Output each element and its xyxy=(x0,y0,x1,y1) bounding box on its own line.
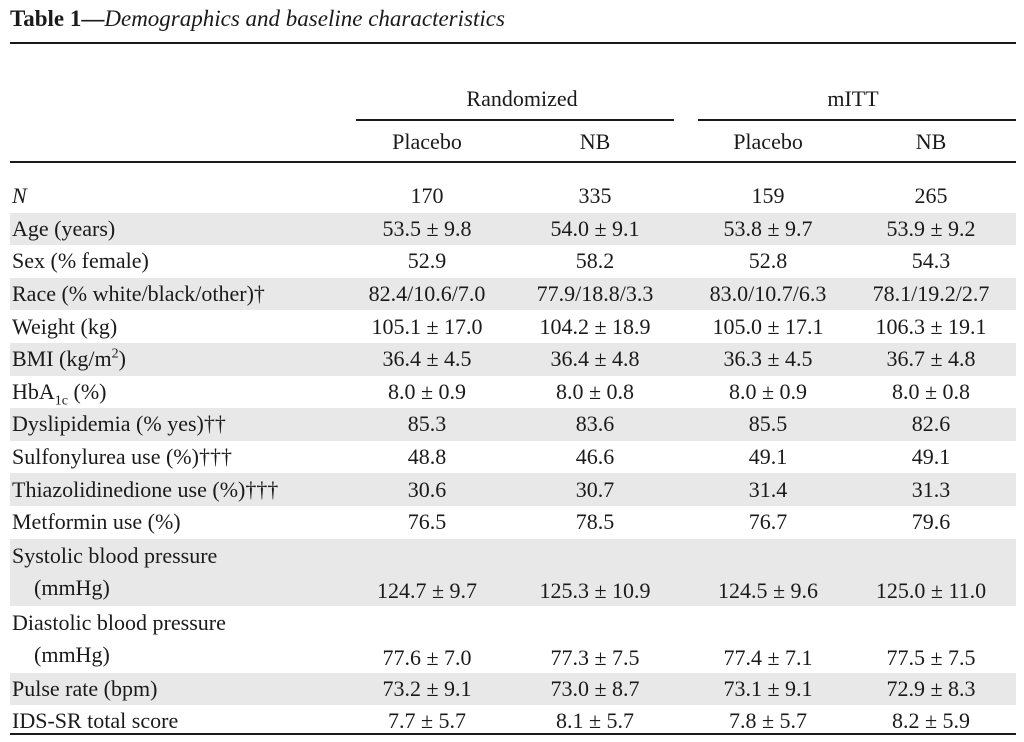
table-body xyxy=(10,180,1016,738)
data-cell: 52.8 xyxy=(748,248,788,274)
table-row xyxy=(10,343,1016,376)
data-cell: 106.3 ± 19.1 xyxy=(875,313,987,339)
table-row xyxy=(10,673,1016,706)
data-cell: 73.0 ± 8.7 xyxy=(500,673,690,706)
data-cell: 77.5 ± 7.5 xyxy=(886,644,976,670)
top-rule xyxy=(10,42,1016,44)
table-row xyxy=(10,606,1016,673)
row-label-line2: (mmHg) xyxy=(34,575,110,601)
column-header: Placebo xyxy=(733,129,803,154)
data-cell: 77.4 ± 7.1 xyxy=(723,644,813,670)
row-label-line1: Systolic blood pressure xyxy=(12,543,218,569)
data-cell: 30.6 xyxy=(354,473,500,506)
column-header: NB xyxy=(915,129,947,154)
data-cell: 8.1 ± 5.7 xyxy=(555,708,635,734)
data-cell: 49.1 xyxy=(748,444,788,470)
row-label-superscript: 2 xyxy=(111,346,119,362)
data-cell: 159 xyxy=(751,183,785,209)
data-cell: 54.0 ± 9.1 xyxy=(500,213,690,246)
data-cell: 73.2 ± 9.1 xyxy=(354,673,500,706)
data-cell: 49.1 xyxy=(911,444,951,470)
row-label xyxy=(10,343,354,376)
data-cell: 36.4 ± 4.8 xyxy=(500,343,690,376)
data-cell: 76.5 xyxy=(407,509,447,535)
data-cell: 48.8 xyxy=(407,444,447,470)
data-cell: 124.7 ± 9.7 xyxy=(354,539,500,606)
group-header-mitt: mITT xyxy=(827,86,879,111)
group-header-randomized: Randomized xyxy=(466,86,578,111)
table-row xyxy=(10,278,1016,311)
row-label xyxy=(10,245,354,278)
row-label-line1: Diastolic blood pressure xyxy=(12,610,226,636)
row-label-subscript: 1c xyxy=(54,393,68,409)
row-label xyxy=(10,506,354,539)
row-label-text: HbA xyxy=(12,378,55,404)
table-row xyxy=(10,245,1016,278)
table-row xyxy=(10,180,1016,213)
row-label-text: IDS-SR total score xyxy=(12,708,179,734)
row-label-line2: (mmHg) xyxy=(34,642,110,668)
data-cell: 77.3 ± 7.5 xyxy=(550,644,640,670)
data-cell: 76.7 xyxy=(748,509,788,535)
table-number: Table 1— xyxy=(10,6,105,31)
data-cell: 8.0 ± 0.8 xyxy=(891,378,971,404)
row-label xyxy=(10,310,354,343)
row-label xyxy=(10,441,354,474)
data-cell: 30.7 xyxy=(500,473,690,506)
data-cell: 82.4/10.6/7.0 xyxy=(354,278,500,311)
row-label xyxy=(10,473,354,506)
row-label-text: Thiazolidinedione use (%)††† xyxy=(12,476,279,502)
row-label-text: Sulfonylurea use (%)††† xyxy=(12,444,232,470)
row-label xyxy=(10,180,354,213)
data-cell: 8.0 ± 0.9 xyxy=(728,378,808,404)
data-cell: 73.1 ± 9.1 xyxy=(690,673,846,706)
data-cell: 124.5 ± 9.6 xyxy=(690,539,846,606)
data-cell: 85.3 xyxy=(354,408,500,441)
data-cell: 31.4 xyxy=(690,473,846,506)
table-row xyxy=(10,705,1016,738)
row-label xyxy=(10,705,354,738)
data-cell: 105.0 ± 17.1 xyxy=(712,313,824,339)
data-cell: 53.9 ± 9.2 xyxy=(846,213,1016,246)
row-label xyxy=(10,539,354,606)
row-label-text: BMI (kg/m xyxy=(12,346,112,372)
row-label-text: Weight (kg) xyxy=(12,313,118,339)
data-cell: 54.3 xyxy=(911,248,951,274)
row-label-text: Sex (% female) xyxy=(12,248,149,274)
data-cell: 36.3 ± 4.5 xyxy=(690,343,846,376)
table-row xyxy=(10,473,1016,506)
row-label-text: Pulse rate (bpm) xyxy=(12,675,158,701)
row-label-suffix: ) xyxy=(118,346,126,372)
data-cell: 46.6 xyxy=(575,444,615,470)
data-cell: 31.3 xyxy=(846,473,1016,506)
data-cell: 78.5 xyxy=(575,509,615,535)
data-cell: 104.2 ± 18.9 xyxy=(539,313,651,339)
row-label-text: Dyslipidemia (% yes)†† xyxy=(12,411,226,437)
data-cell: 78.1/19.2/2.7 xyxy=(846,278,1016,311)
row-label xyxy=(10,606,354,673)
column-header-row xyxy=(10,120,1016,164)
data-cell: 58.2 xyxy=(575,248,615,274)
data-cell: 83.6 xyxy=(500,408,690,441)
data-cell: 8.0 ± 0.9 xyxy=(387,378,467,404)
data-cell: 8.2 ± 5.9 xyxy=(891,708,971,734)
data-cell: 105.1 ± 17.0 xyxy=(371,313,483,339)
data-cell: 125.3 ± 10.9 xyxy=(500,539,690,606)
data-cell: 72.9 ± 8.3 xyxy=(846,673,1016,706)
table-row xyxy=(10,441,1016,474)
row-label xyxy=(10,408,354,441)
row-label-text: Race (% white/black/other)† xyxy=(12,281,265,307)
data-cell: 77.9/18.8/3.3 xyxy=(500,278,690,311)
data-cell: 53.5 ± 9.8 xyxy=(354,213,500,246)
column-header: Placebo xyxy=(392,129,462,154)
data-cell: 7.7 ± 5.7 xyxy=(387,708,467,734)
data-cell: 77.6 ± 7.0 xyxy=(382,644,472,670)
group-header-row xyxy=(10,82,1016,116)
row-label xyxy=(10,213,354,246)
data-cell: 85.5 xyxy=(690,408,846,441)
row-label-suffix: (%) xyxy=(68,378,107,404)
data-cell: 36.7 ± 4.8 xyxy=(846,343,1016,376)
data-cell: 170 xyxy=(410,183,444,209)
table-row xyxy=(10,506,1016,539)
data-cell: 335 xyxy=(578,183,612,209)
data-cell: 265 xyxy=(914,183,948,209)
row-label xyxy=(10,278,354,311)
table-row xyxy=(10,213,1016,246)
table-title xyxy=(10,4,505,34)
corner-cell xyxy=(10,120,354,164)
data-cell: 125.0 ± 11.0 xyxy=(846,539,1016,606)
row-label xyxy=(10,673,354,706)
row-label-text: Metformin use (%) xyxy=(12,509,181,535)
table-caption: Demographics and baseline characteristics xyxy=(104,6,505,31)
table-row xyxy=(10,310,1016,343)
data-cell: 52.9 xyxy=(407,248,447,274)
row-label xyxy=(10,376,354,409)
data-cell: 8.0 ± 0.8 xyxy=(555,378,635,404)
data-cell: 79.6 xyxy=(911,509,951,535)
data-cell: 36.4 ± 4.5 xyxy=(354,343,500,376)
table-row xyxy=(10,408,1016,441)
data-cell: 7.8 ± 5.7 xyxy=(728,708,808,734)
row-label-text: Age (years) xyxy=(12,215,116,241)
demographics-table xyxy=(10,82,1016,738)
data-cell: 83.0/10.7/6.3 xyxy=(690,278,846,311)
row-label-text: N xyxy=(12,183,27,209)
data-cell: 53.8 ± 9.7 xyxy=(690,213,846,246)
table-row xyxy=(10,376,1016,409)
table-row xyxy=(10,539,1016,606)
column-header: NB xyxy=(579,129,611,154)
data-cell: 82.6 xyxy=(846,408,1016,441)
corner-cell xyxy=(10,82,354,116)
